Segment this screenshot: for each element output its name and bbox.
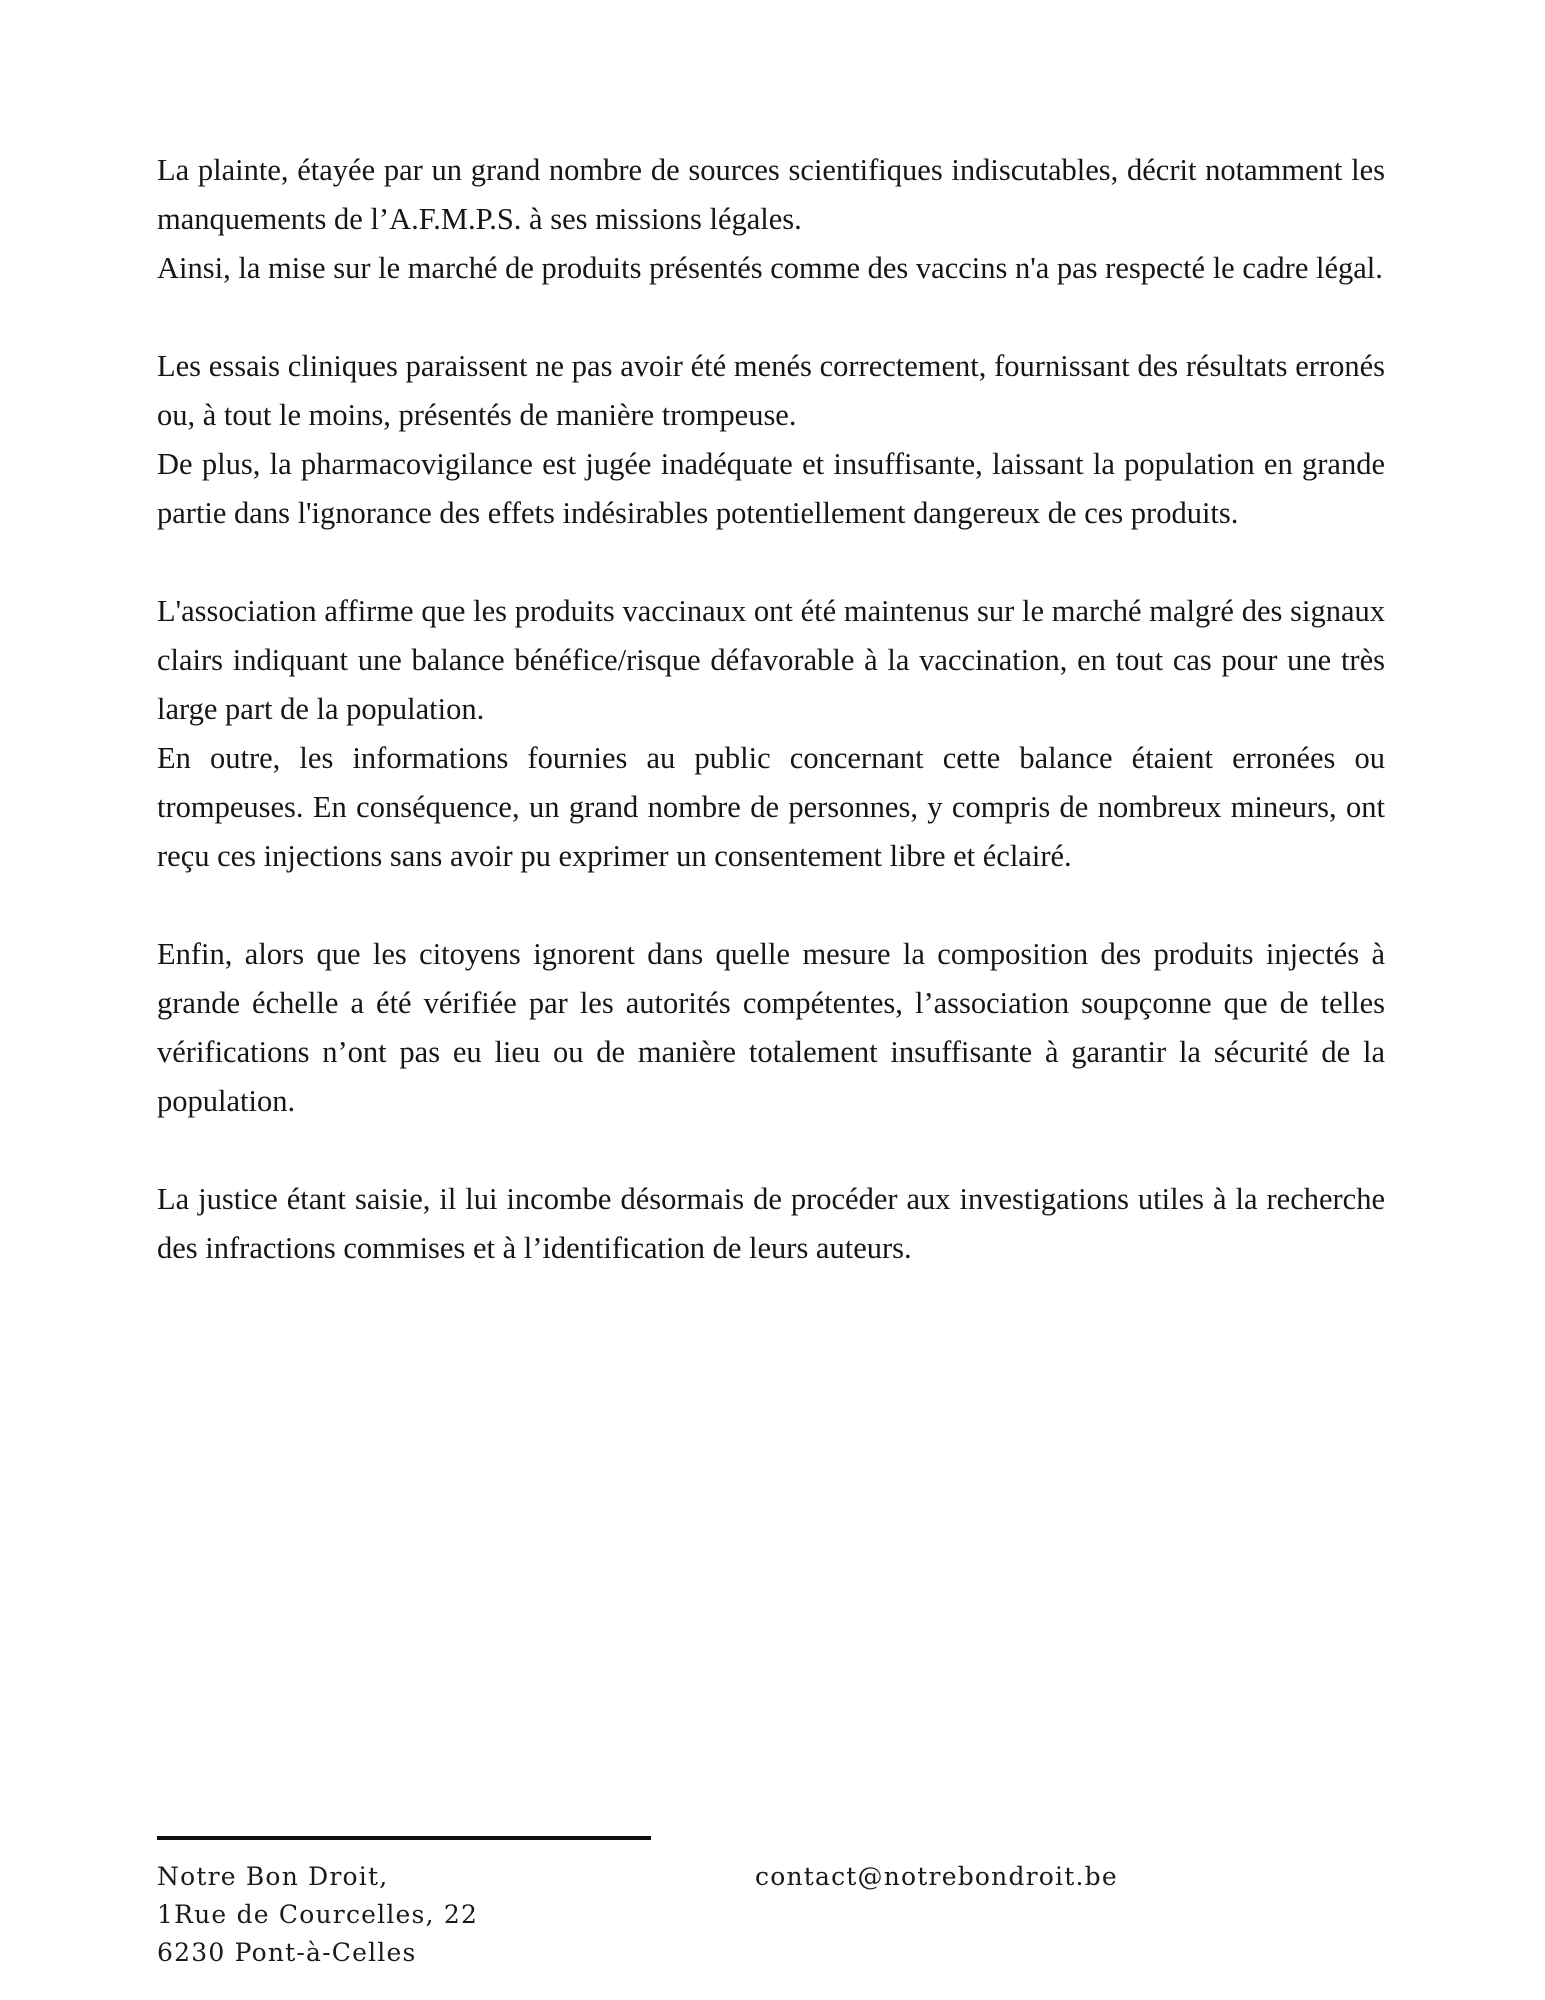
footer-address	[157, 1858, 478, 1972]
footer-divider	[157, 1836, 651, 1840]
footer-org-name: Notre Bon Droit,	[157, 1862, 389, 1891]
paragraph-sentence: La justice étant saisie, il lui incombe désormais de procéder aux investigations utiles à la recherche des infractions commises et à l’identification de leurs auteurs.	[157, 1182, 1385, 1265]
paragraph-benefit-risk	[157, 587, 1385, 881]
paragraph-sentence: Ainsi, la mise sur le marché de produits présentés comme des vaccins n'a pas respecté le cadre légal.	[157, 251, 1383, 285]
paragraph-sentence: La plainte, étayée par un grand nombre de sources scientifiques indiscutables, décrit notamment les manquements de l’A.F.M.P.S. à ses missions légales.	[157, 153, 1385, 236]
paragraph-sentence: Les essais cliniques paraissent ne pas avoir été menés correctement, fournissant des résultats erronés ou, à tout le moins, présentés de manière trompeuse.	[157, 349, 1385, 432]
paragraph-justice	[157, 1175, 1385, 1273]
document-body	[157, 146, 1385, 1322]
paragraph-sentence: L'association affirme que les produits vaccinaux ont été maintenus sur le marché malgré des signaux clairs indiquant une balance bénéfice/risque défavorable à la vaccination, en tout cas pour une très large part de la population.	[157, 594, 1385, 726]
paragraph-sentence: Enfin, alors que les citoyens ignorent dans quelle mesure la composition des produits injectés à grande échelle a été vérifiée par les autorités compétentes, l’association soupçonne que de telles vérifications n’ont pas eu lieu ou de manière totalement insuffisante à garantir la sécurité de la population.	[157, 937, 1385, 1118]
paragraph-clinical-trials	[157, 342, 1385, 538]
footer-street: 1Rue de Courcelles, 22	[157, 1900, 479, 1929]
paragraph-sentence: De plus, la pharmacovigilance est jugée inadéquate et insuffisante, laissant la population en grande partie dans l'ignorance des effets indésirables potentiellement dangereux de ces produits.	[157, 447, 1385, 530]
footer-email: contact@notrebondroit.be	[755, 1862, 1118, 1891]
paragraph-complaint	[157, 146, 1385, 293]
paragraph-composition	[157, 930, 1385, 1126]
paragraph-sentence: En outre, les informations fournies au public concernant cette balance étaient erronées ou trompeuses. En conséquence, un grand nombre de personnes, y compris de nombreux mineurs, ont reçu ces injections sans avoir pu exprimer un consentement libre et éclairé.	[157, 741, 1385, 873]
footer-city: 6230 Pont-à-Celles	[157, 1938, 417, 1967]
